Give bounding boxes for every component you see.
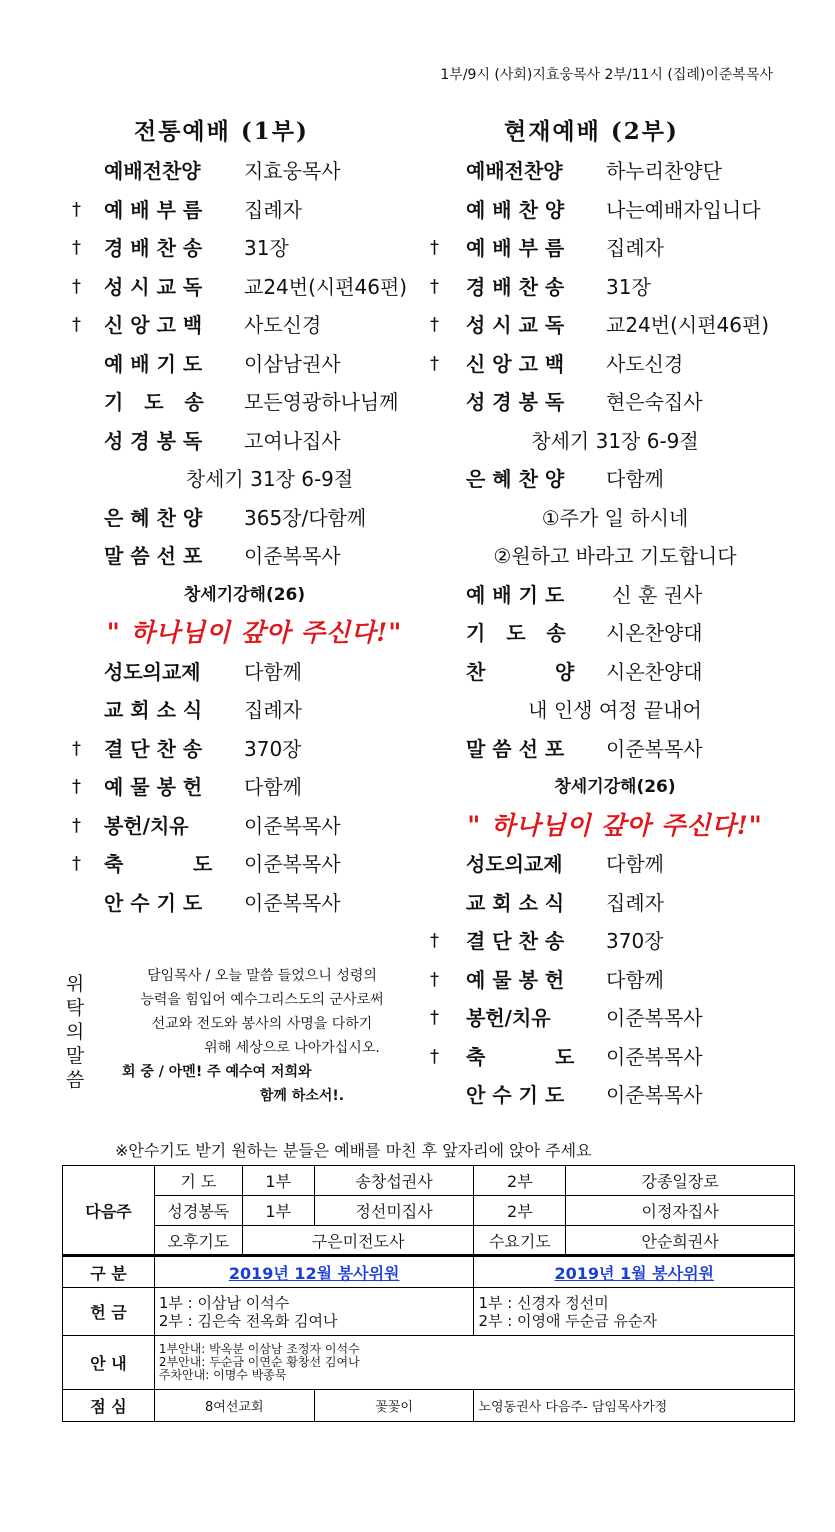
order-value: 교24번(시편46편)	[244, 274, 408, 299]
order-label: 봉헌/치유	[466, 1006, 551, 1030]
order-item	[430, 268, 800, 307]
table-cell: 1부	[242, 1166, 314, 1196]
traditional-service-column	[62, 112, 427, 922]
order-item	[62, 845, 427, 884]
order-value: 다함께	[606, 967, 664, 992]
order-label: 성 시 교 독	[466, 313, 565, 337]
order-item	[430, 229, 800, 268]
order-item	[430, 191, 800, 230]
contemporary-service-column	[430, 112, 800, 1115]
order-value: 다함께	[244, 775, 302, 799]
cross-icon: †	[430, 1045, 439, 1067]
order-item	[430, 614, 800, 653]
order-item	[62, 306, 427, 345]
order-item	[430, 922, 800, 961]
december-volunteers-title: 2019년 12월 봉사위원	[228, 1263, 400, 1283]
order-item	[62, 383, 427, 422]
table-cell: 2부	[474, 1166, 566, 1196]
traditional-service-title: 전통예배 (1부)	[134, 118, 309, 145]
order-label: 축 도	[104, 852, 213, 876]
table-cell: 2부	[474, 1196, 566, 1226]
commission-vertical-label: 위탁의말씀	[65, 973, 85, 1091]
cross-icon: †	[72, 814, 81, 836]
order-label: 결 단 찬 송	[104, 736, 203, 761]
order-value: 시온찬양대	[606, 621, 703, 645]
order-value: 이준복목사	[244, 544, 341, 568]
order-value: 이준복목사	[244, 852, 341, 876]
order-label: 축 도	[466, 1044, 575, 1069]
order-item	[62, 229, 427, 268]
order-label: 경 배 찬 송	[466, 274, 565, 299]
order-label: 교 회 소 식	[104, 698, 203, 722]
order-value: 31장	[606, 274, 651, 299]
order-label: 기 도 송	[466, 621, 566, 645]
cross-icon: †	[430, 314, 439, 335]
order-value: 사도신경	[606, 351, 684, 376]
sermon-title: " 하나님이 갚아 주신다!"	[106, 618, 403, 647]
order-value: 370장	[606, 929, 664, 953]
cross-icon: †	[430, 968, 439, 990]
sermon-title: " 하나님이 갚아 주신다!"	[467, 810, 763, 840]
order-value: 집례자	[606, 890, 664, 915]
order-value: 다함께	[606, 852, 664, 876]
order-label: 예 배 찬 양	[466, 197, 565, 222]
order-item	[62, 653, 427, 692]
order-label: 예배전찬양	[466, 159, 563, 183]
order-value: 이삼남권사	[244, 351, 341, 376]
scripture-reference: 창세기 31장 6-9절	[531, 428, 699, 453]
cross-icon: †	[72, 737, 81, 759]
table-cell: 기 도	[154, 1166, 242, 1196]
table-cell: 수요기도	[474, 1226, 566, 1256]
order-label: 봉헌/치유	[104, 813, 189, 838]
table-cell: 안 내	[63, 1336, 155, 1390]
table-cell: 구은미전도사	[242, 1226, 474, 1256]
praise-song-1: ①주가 일 하시네	[541, 505, 689, 530]
next-week-label: 다음주	[63, 1166, 155, 1256]
order-value: 370장	[244, 736, 302, 761]
sermon-series: 창세기강해(26)	[183, 584, 306, 605]
order-value: 신 훈 권사	[606, 582, 703, 607]
order-label: 말 씀 선 포	[466, 736, 565, 761]
order-value: 하누리찬양단	[606, 159, 722, 183]
table-cell: 8여선교회	[154, 1390, 314, 1422]
cross-icon: †	[430, 275, 439, 297]
order-label: 성도의교제	[466, 852, 563, 876]
order-item	[430, 884, 800, 923]
table-cell	[474, 1256, 795, 1288]
order-value: 31장	[244, 236, 289, 260]
scripture-reference: 창세기 31장 6-9절	[185, 467, 354, 491]
cross-icon: †	[72, 853, 81, 874]
table-cell: 1부 : 신경자 정선미 2부 : 이영애 두순금 유순자	[474, 1288, 795, 1336]
order-value: 시온찬양대	[606, 659, 703, 684]
order-label: 말 씀 선 포	[104, 544, 203, 568]
order-label: 예배전찬양	[104, 159, 201, 183]
table-cell: 꽃꽃이	[314, 1390, 474, 1422]
order-item	[62, 768, 427, 807]
table-cell: 이정자집사	[566, 1196, 795, 1226]
cross-icon: †	[430, 930, 439, 951]
sermon-series: 창세기강해(26)	[554, 777, 676, 797]
commission-words	[62, 962, 422, 1122]
cross-icon: †	[72, 198, 81, 220]
order-label: 교 회 소 식	[466, 890, 565, 915]
praise-song-2: ②원하고 바라고 기도합니다	[493, 544, 737, 568]
order-value: 교24번(시편46편)	[606, 313, 770, 337]
order-item	[430, 576, 800, 615]
order-item	[62, 884, 427, 923]
cross-icon: †	[72, 776, 81, 797]
order-item	[430, 999, 800, 1038]
order-item	[430, 730, 800, 769]
order-item	[430, 306, 800, 345]
table-cell: 정선미집사	[314, 1196, 474, 1226]
order-value: 이준복목사	[606, 1083, 703, 1107]
order-value: 나는예배자입니다	[606, 197, 761, 222]
order-item	[430, 152, 800, 191]
cross-icon: †	[72, 314, 81, 335]
choir-song: 내 인생 여정 끝내어	[528, 698, 702, 722]
order-label: 예 배 부 름	[104, 197, 203, 222]
order-value: 이준복목사	[606, 736, 703, 761]
order-label: 예 물 봉 헌	[466, 967, 565, 992]
order-item	[430, 845, 800, 884]
order-value: 모든영광하나님께	[244, 390, 399, 414]
table-cell: 점 심	[63, 1390, 155, 1422]
order-label: 성도의교제	[104, 659, 201, 684]
order-value: 사도신경	[244, 313, 322, 337]
cross-icon: †	[430, 237, 439, 258]
table-cell: 송창섭권사	[314, 1166, 474, 1196]
order-label: 예 물 봉 헌	[104, 775, 203, 799]
order-value: 집례자	[606, 236, 664, 260]
order-label: 결 단 찬 송	[466, 929, 565, 953]
service-schedule-header: 1부/9시 (사회)지효웅목사 2부/11시 (집례)이준복목사	[440, 67, 773, 83]
order-item	[62, 730, 427, 769]
order-label: 찬 양	[466, 659, 575, 684]
order-label: 경 배 찬 송	[104, 236, 203, 260]
table-cell: 성경봉독	[154, 1196, 242, 1226]
order-value: 현은숙집사	[606, 390, 703, 414]
order-label: 은 혜 찬 양	[466, 467, 565, 491]
order-label: 예 배 기 도	[466, 582, 565, 607]
commission-text: 담임목사 / 오늘 말씀 들었으니 성령의 능력을 힘입어 예수그리스도의 군사로써 선교와 전도와 봉사의 사명을 다하기 위해 세상으로 나아가십시오. 회 중 / 아멘! 주 예수여 저희와 함께 하소서!.	[122, 968, 384, 1104]
table-cell	[154, 1256, 474, 1288]
order-label: 은 혜 찬 양	[104, 505, 203, 530]
order-item	[430, 460, 800, 499]
order-label: 기 도 송	[104, 390, 204, 414]
order-label: 성 경 봉 독	[104, 428, 203, 453]
table-cell: 강종일장로	[566, 1166, 795, 1196]
order-item	[430, 961, 800, 1000]
order-value: 고여나집사	[244, 428, 341, 453]
order-item	[62, 268, 427, 307]
order-value: 집례자	[244, 197, 302, 222]
order-item	[430, 1076, 800, 1115]
order-item	[62, 191, 427, 230]
table-cell: 구 분	[63, 1256, 155, 1288]
laying-on-hands-note: ※안수기도 받기 원하는 분들은 예배를 마친 후 앞자리에 앉아 주세요	[115, 1141, 592, 1160]
order-label: 예 배 기 도	[104, 351, 203, 376]
cross-icon: †	[430, 1007, 439, 1028]
order-label: 신 앙 고 백	[104, 313, 203, 337]
order-item	[62, 152, 427, 191]
table-cell: 1부	[242, 1196, 314, 1226]
order-label: 안 수 기 도	[104, 890, 203, 915]
january-volunteers-title: 2019년 1월 봉사위원	[554, 1263, 714, 1283]
order-item	[430, 345, 800, 384]
contemporary-service-title: 현재예배 (2부)	[504, 118, 679, 145]
order-label: 신 앙 고 백	[466, 351, 565, 376]
order-item	[62, 422, 427, 461]
cross-icon: †	[72, 275, 81, 297]
order-value: 이준복목사	[244, 813, 341, 838]
order-value: 다함께	[244, 659, 302, 684]
order-item	[62, 537, 427, 576]
table-cell: 오후기도	[154, 1226, 242, 1256]
table-cell: 헌 금	[63, 1288, 155, 1336]
order-item	[62, 807, 427, 846]
order-label: 예 배 부 름	[466, 236, 565, 260]
order-label: 성 경 봉 독	[466, 390, 565, 414]
order-value: 다함께	[606, 467, 664, 491]
order-value: 이준복목사	[606, 1006, 703, 1030]
table-cell: 안순희권사	[566, 1226, 795, 1256]
order-item	[62, 691, 427, 730]
order-item	[430, 653, 800, 692]
cross-icon: †	[72, 237, 81, 258]
table-cell: 노영동권사 다음주- 담임목사가정	[474, 1390, 795, 1422]
order-value: 이준복목사	[606, 1044, 703, 1069]
order-item	[62, 499, 427, 538]
order-item	[62, 345, 427, 384]
table-cell: 1부 : 이삼남 이석수 2부 : 김은숙 전옥화 김여나	[154, 1288, 474, 1336]
table-cell: 1부안내: 박옥분 이삼남 조정자 이석수 2부안내: 두순금 이연순 황창선 김여나 주차안내: 이명수 박종묵	[154, 1336, 794, 1390]
order-label: 안 수 기 도	[466, 1083, 565, 1107]
order-value: 365장/다함께	[244, 505, 367, 530]
order-item	[430, 383, 800, 422]
order-item	[430, 1038, 800, 1077]
order-value: 집례자	[244, 698, 302, 722]
cross-icon: †	[430, 352, 439, 374]
order-value: 지효웅목사	[244, 159, 341, 183]
order-value: 이준복목사	[244, 890, 341, 915]
order-label: 성 시 교 독	[104, 274, 203, 299]
service-volunteers-table	[62, 1165, 795, 1422]
